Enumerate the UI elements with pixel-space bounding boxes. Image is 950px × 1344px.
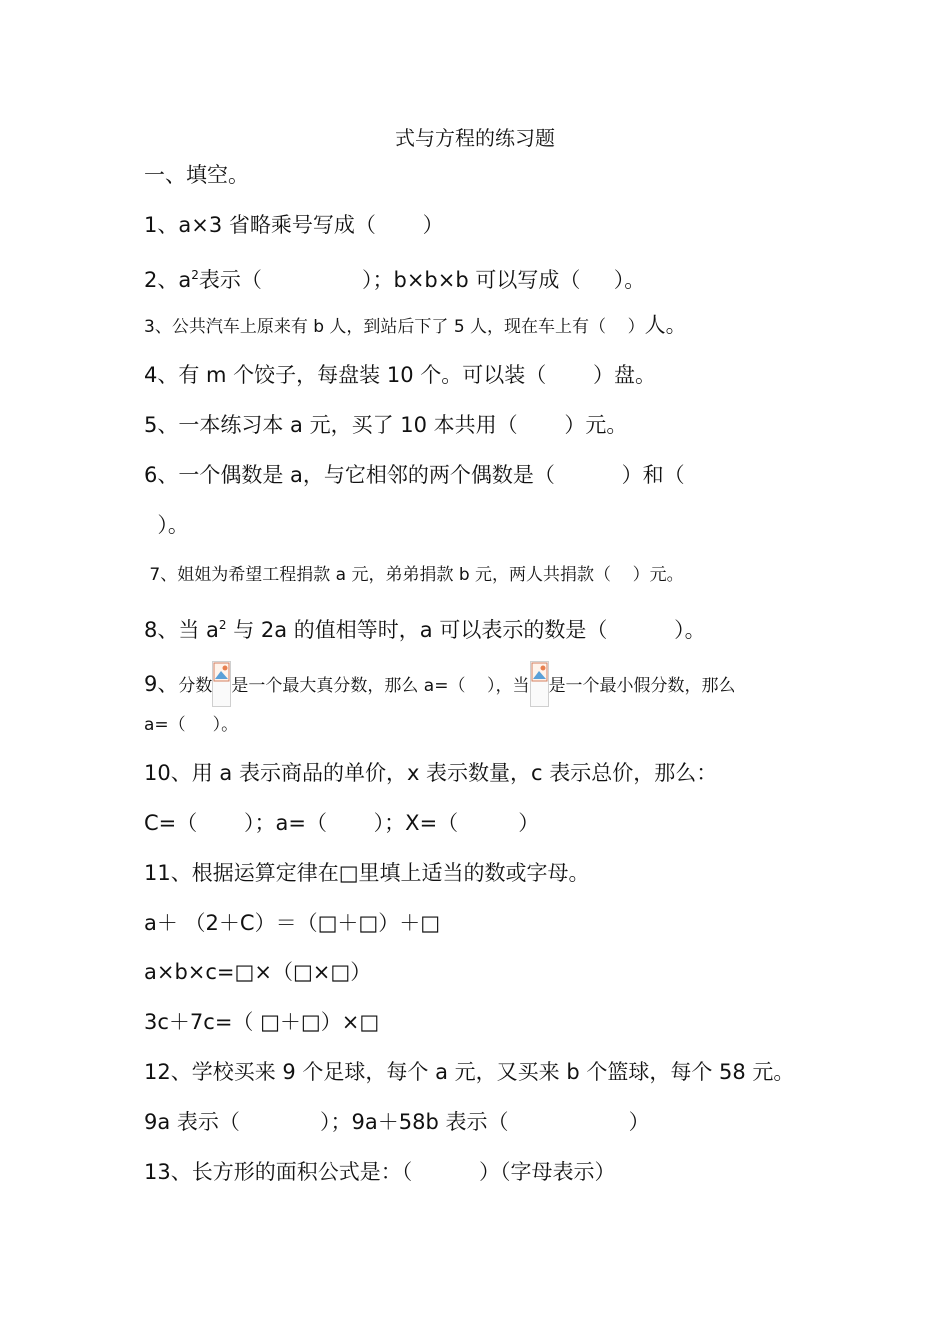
fraction-image-icon: [212, 661, 231, 707]
question-11-item-b: a×b×c=□×（□×□）: [144, 960, 372, 984]
question-10-answers: C=（ ）；a=（ ）；X=（ ）: [144, 811, 540, 835]
question-13: 13、长方形的面积公式是：（ ）（字母表示）: [144, 1160, 616, 1184]
section-heading: 一、填空。: [144, 163, 249, 187]
question-6: 6、一个偶数是 a，与它相邻的两个偶数是（ ）和（: [144, 463, 685, 487]
page-title: 式与方程的练习题: [395, 126, 555, 150]
question-11: 11、根据运算定律在□里填上适当的数或字母。: [144, 861, 590, 885]
question-1: 1、a×3 省略乘号写成（ ）: [144, 213, 444, 237]
question-11-item-a: a＋ （2＋C）＝（□＋□）＋□: [144, 911, 441, 935]
question-11-item-c: 3c＋7c=（ □＋□）×□: [144, 1010, 380, 1034]
question-10: 10、用 a 表示商品的单价，x 表示数量，c 表示总价，那么：: [144, 761, 718, 785]
question-4: 4、有 m 个饺子，每盘装 10 个。可以装（ ）盘。: [144, 363, 656, 387]
question-12: 12、学校买来 9 个足球，每个 a 元，又买来 b 个篮球，每个 58 元。: [144, 1060, 795, 1084]
question-2: 2、$a^2$表示（ ）；b×b×b 可以写成（ ）。: [144, 268, 646, 292]
question-5: 5、一本练习本 a 元，买了 10 本共用（ ）元。: [144, 413, 628, 437]
question-8: 8、当 $a^2$ 与 2a 的值相等时，a 可以表示的数是（ ）。: [144, 618, 706, 642]
question-7: 7、姐姐为希望工程捐款 a 元，弟弟捐款 b 元，两人共捐款（ ）元。: [144, 565, 684, 585]
question-3: 3、公共汽车上原来有 b 人，到站后下了 5 人，现在车上有（ ）人。: [144, 313, 687, 337]
question-12-answers: 9a 表示（ ）；9a＋58b 表示（ ）: [144, 1110, 650, 1134]
fraction-image-icon: [530, 661, 549, 707]
question-9-continued: a=（ ）。: [144, 715, 239, 735]
question-9: 9、分数 是一个最大真分数，那么 a=（ ），当 是一个最小假分数，那么: [144, 661, 736, 707]
question-6-continued: ）。: [144, 513, 189, 537]
